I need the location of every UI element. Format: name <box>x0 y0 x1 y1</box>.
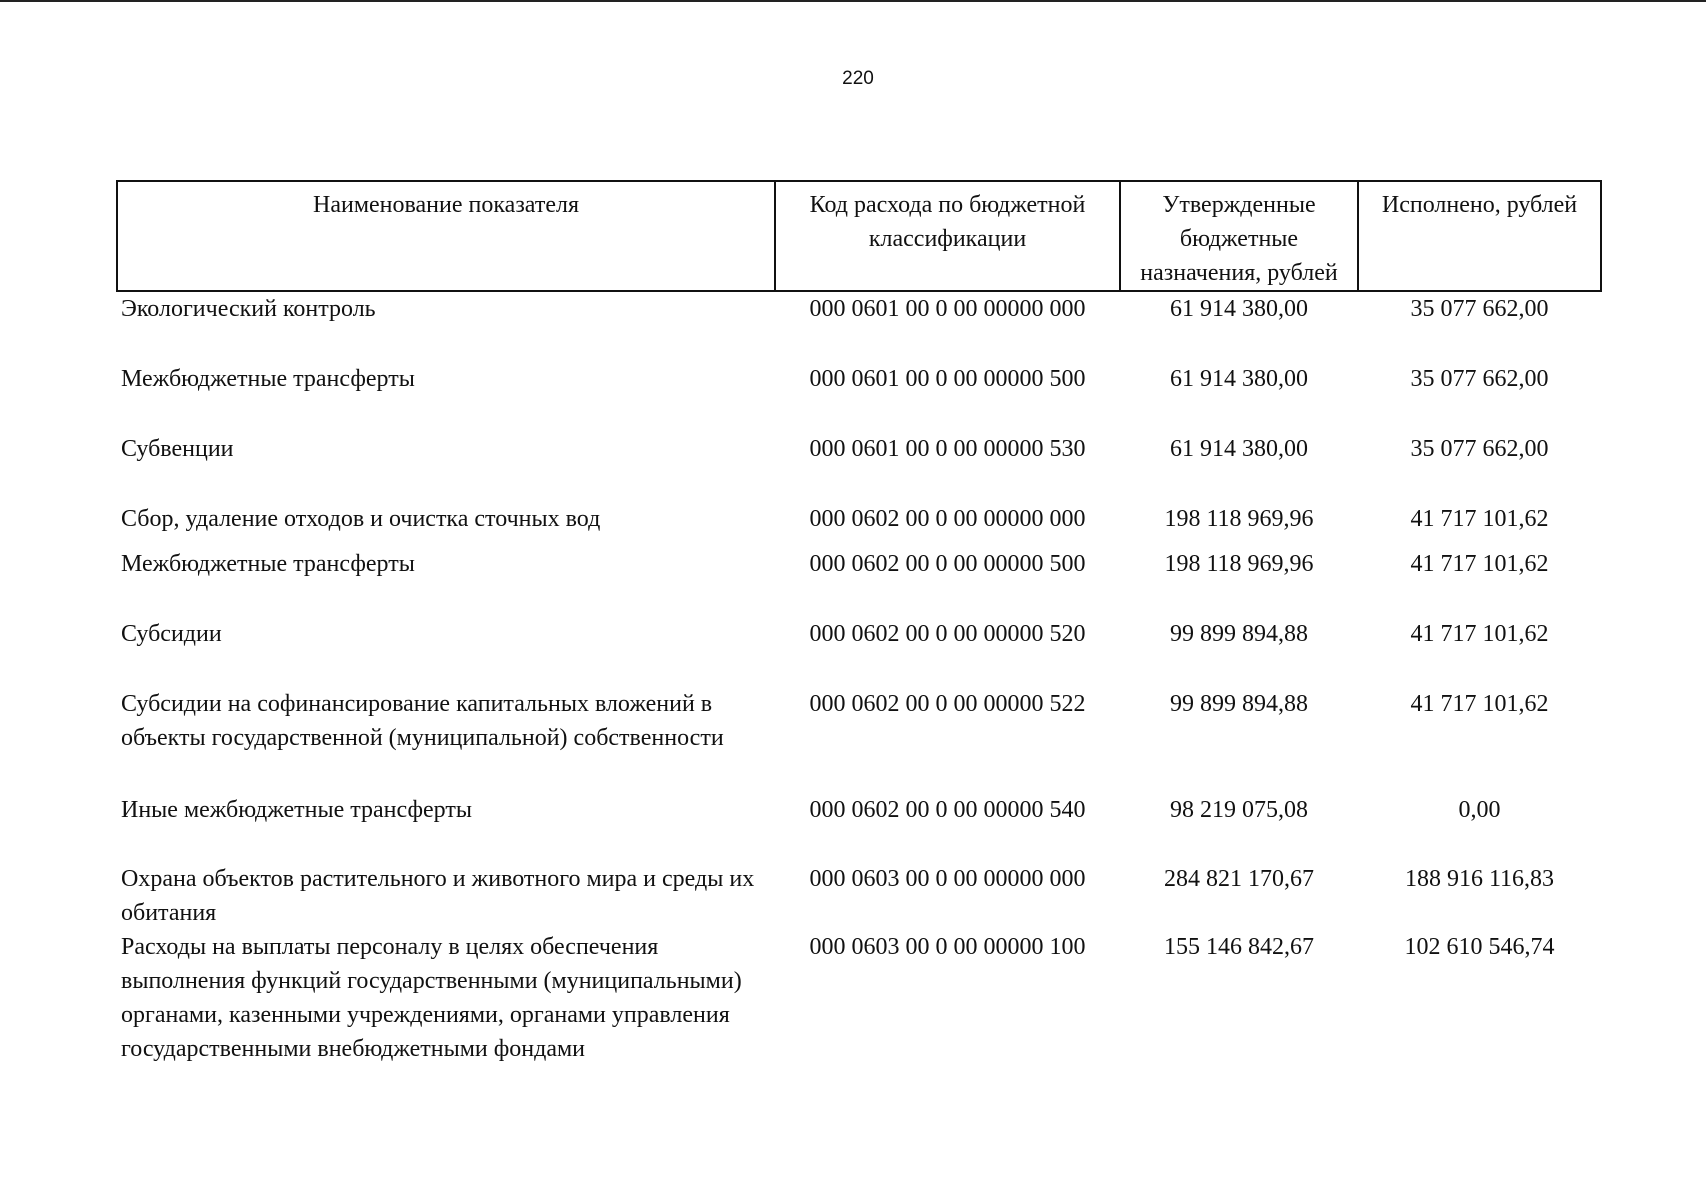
table-row <box>117 930 1601 1100</box>
top-rule <box>0 0 1706 2</box>
row-executed: 41 717 101,62 <box>1410 551 1549 577</box>
row-code: 000 0601 00 0 00 00000 000 <box>809 296 1086 322</box>
row-code: 000 0602 00 0 00 00000 500 <box>809 551 1086 577</box>
table-row <box>117 793 1601 862</box>
header-indicator-name: Наименование показателя <box>117 181 775 291</box>
row-code: 000 0602 00 0 00 00000 520 <box>809 621 1086 647</box>
table-row <box>117 291 1601 362</box>
table-row <box>117 362 1601 432</box>
row-name: Субвенции <box>121 436 234 462</box>
row-name: Иные межбюджетные трансферты <box>121 797 472 823</box>
row-name: Охрана объектов растительного и животного мира и среды их обитания <box>121 866 755 926</box>
row-name: Межбюджетные трансферты <box>121 366 415 392</box>
row-executed: 35 077 662,00 <box>1410 436 1549 462</box>
row-executed: 35 077 662,00 <box>1410 366 1549 392</box>
row-approved: 61 914 380,00 <box>1170 296 1308 322</box>
table-row <box>117 547 1601 617</box>
row-name: Экологический контроль <box>121 296 376 322</box>
row-executed: 0,00 <box>1458 797 1501 823</box>
row-code: 000 0602 00 0 00 00000 540 <box>809 797 1086 823</box>
row-code: 000 0603 00 0 00 00000 100 <box>809 934 1086 960</box>
row-code: 000 0601 00 0 00 00000 500 <box>809 366 1086 392</box>
row-name: Сбор, удаление отходов и очистка сточных вод <box>121 506 601 532</box>
row-executed: 41 717 101,62 <box>1410 506 1549 532</box>
table-row <box>117 617 1601 687</box>
row-approved: 198 118 969,96 <box>1164 506 1314 532</box>
header-executed-amount: Исполнено, рублей <box>1358 181 1601 291</box>
budget-table <box>116 180 1602 1100</box>
row-approved: 155 146 842,67 <box>1164 934 1314 960</box>
row-executed: 41 717 101,62 <box>1410 621 1549 647</box>
row-code: 000 0602 00 0 00 00000 522 <box>809 691 1086 717</box>
table-row <box>117 432 1601 502</box>
row-executed: 102 610 546,74 <box>1404 934 1555 960</box>
row-executed: 188 916 116,83 <box>1404 866 1555 892</box>
row-name: Расходы на выплаты персоналу в целях обеспечения выполнения функций государственными (муниципальными) органами, казенными учреждениями, органами управления государственными внебюджетными фондами <box>121 934 742 1062</box>
row-code: 000 0601 00 0 00 00000 530 <box>809 436 1086 462</box>
row-approved: 284 821 170,67 <box>1164 866 1314 892</box>
row-executed: 35 077 662,00 <box>1410 296 1549 322</box>
header-budget-code: Код расхода по бюджетной классификации <box>775 181 1120 291</box>
table-row <box>117 687 1601 793</box>
page-number: 220 <box>842 68 874 89</box>
row-approved: 198 118 969,96 <box>1164 551 1314 577</box>
table-header-row <box>117 181 1601 291</box>
row-name: Субсидии на софинансирование капитальных вложений в объекты государственной (муниципальной) собственности <box>121 691 724 751</box>
table-row <box>117 862 1601 930</box>
row-name: Субсидии <box>121 621 222 647</box>
row-approved: 61 914 380,00 <box>1170 436 1308 462</box>
table-row <box>117 502 1601 547</box>
header-approved-amount: Утвержденные бюджетные назначения, рублей <box>1120 181 1358 291</box>
row-approved: 99 899 894,88 <box>1170 691 1308 717</box>
row-approved: 61 914 380,00 <box>1170 366 1308 392</box>
row-approved: 99 899 894,88 <box>1170 621 1308 647</box>
row-code: 000 0602 00 0 00 00000 000 <box>809 506 1086 532</box>
row-code: 000 0603 00 0 00 00000 000 <box>809 866 1086 892</box>
row-executed: 41 717 101,62 <box>1410 691 1549 717</box>
row-name: Межбюджетные трансферты <box>121 551 415 577</box>
row-approved: 98 219 075,08 <box>1170 797 1308 823</box>
